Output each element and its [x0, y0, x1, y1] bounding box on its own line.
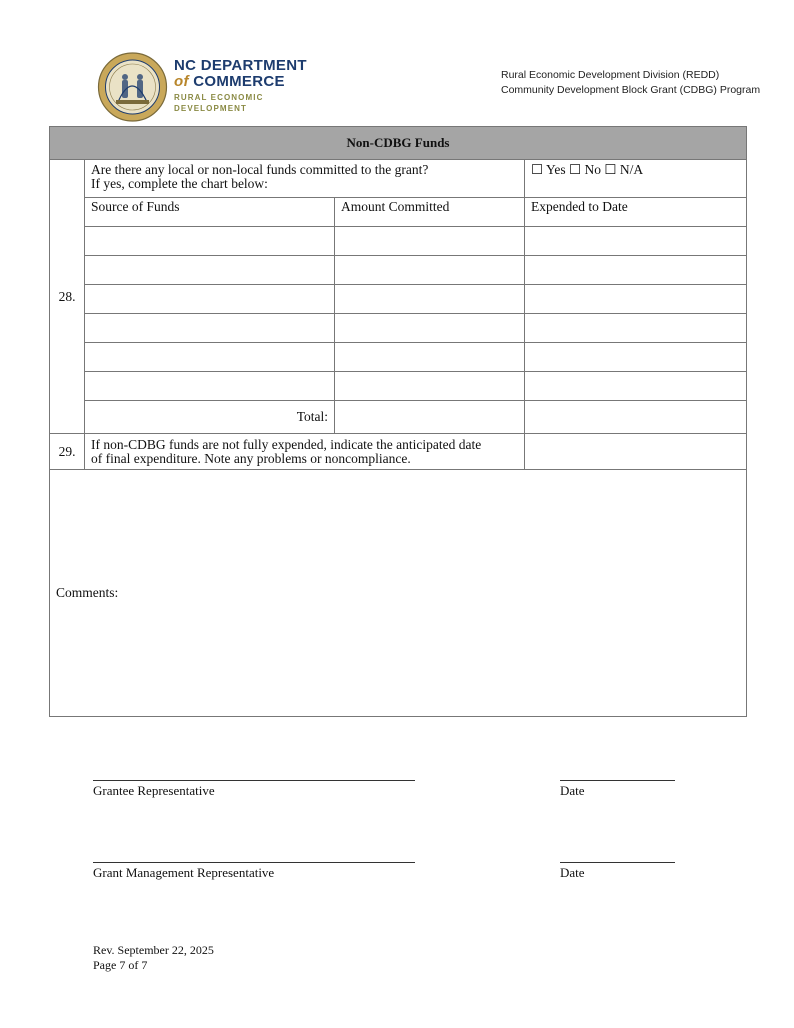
brand-line-4: DEVELOPMENT	[174, 104, 247, 113]
expended-cell[interactable]	[525, 372, 747, 401]
grantee-signature-line[interactable]	[93, 780, 415, 781]
amount-cell[interactable]	[335, 256, 525, 285]
source-cell[interactable]	[85, 343, 335, 372]
page-footer	[93, 943, 214, 973]
amount-cell[interactable]	[335, 227, 525, 256]
table-row	[50, 256, 747, 285]
table-row	[50, 227, 747, 256]
division-name: Rural Economic Development Division (REDD)	[501, 69, 720, 81]
comments-label: Comments:	[56, 585, 119, 600]
question-29-line-1: If non-CDBG funds are not fully expended, indicate the anticipated date	[91, 436, 482, 452]
brand-commerce: COMMERCE	[193, 73, 285, 90]
program-name: Community Development Block Grant (CDBG) Program	[501, 84, 761, 96]
expended-cell[interactable]	[525, 227, 747, 256]
grantee-date-line[interactable]	[560, 780, 675, 781]
question-28-line-2: If yes, complete the chart below:	[91, 176, 268, 191]
brand-line-1: NC DEPARTMENT	[174, 57, 307, 74]
nc-state-seal-logo	[96, 52, 169, 122]
page-number: Page 7 of 7	[93, 958, 148, 972]
table-row	[50, 285, 747, 314]
expended-cell[interactable]	[525, 314, 747, 343]
question-29-number: 29.	[50, 434, 85, 470]
expended-cell[interactable]	[525, 256, 747, 285]
total-expended-cell[interactable]	[525, 401, 747, 434]
comments-box[interactable]	[50, 470, 747, 717]
question-28-line-1: Are there any local or non-local funds committed to the grant?	[91, 162, 429, 177]
source-cell[interactable]	[85, 227, 335, 256]
brand-line-2	[174, 74, 307, 91]
total-label: Total:	[85, 401, 335, 434]
question-28-text	[85, 160, 525, 198]
revision-date: Rev. September 22, 2025	[93, 943, 214, 957]
program-header	[501, 68, 760, 98]
col-header-source: Source of Funds	[85, 198, 335, 227]
source-cell[interactable]	[85, 256, 335, 285]
source-cell[interactable]	[85, 314, 335, 343]
col-header-expended: Expended to Date	[525, 198, 747, 227]
section-title: Non-CDBG Funds	[50, 127, 747, 160]
grantee-date-label: Date	[560, 783, 585, 798]
brand-wordmark	[174, 58, 307, 115]
question-29-answer[interactable]	[525, 434, 747, 470]
question-29-text	[85, 434, 525, 470]
amount-cell[interactable]	[335, 285, 525, 314]
col-header-amount: Amount Committed	[335, 198, 525, 227]
grant-management-representative-label: Grant Management Representative	[93, 865, 275, 880]
source-cell[interactable]	[85, 285, 335, 314]
expended-cell[interactable]	[525, 285, 747, 314]
source-cell[interactable]	[85, 372, 335, 401]
amount-cell[interactable]	[335, 343, 525, 372]
question-28-options[interactable]: ☐ Yes ☐ No ☐ N/A	[525, 160, 747, 198]
table-row	[50, 372, 747, 401]
table-row	[50, 343, 747, 372]
question-28-number: 28.	[50, 160, 85, 434]
question-29-line-2: of final expenditure. Note any problems or noncompliance.	[91, 450, 411, 466]
grantee-representative-label: Grantee Representative	[93, 783, 215, 798]
brand-line-3: RURAL ECONOMIC	[174, 93, 264, 102]
non-cdbg-funds-table	[49, 126, 747, 717]
brand-of: of	[174, 73, 189, 90]
grant-management-date-line[interactable]	[560, 862, 675, 863]
total-amount-cell[interactable]	[335, 401, 525, 434]
expended-cell[interactable]	[525, 343, 747, 372]
table-row	[50, 314, 747, 343]
amount-cell[interactable]	[335, 372, 525, 401]
amount-cell[interactable]	[335, 314, 525, 343]
grant-management-signature-line[interactable]	[93, 862, 415, 863]
grant-management-date-label: Date	[560, 865, 585, 880]
